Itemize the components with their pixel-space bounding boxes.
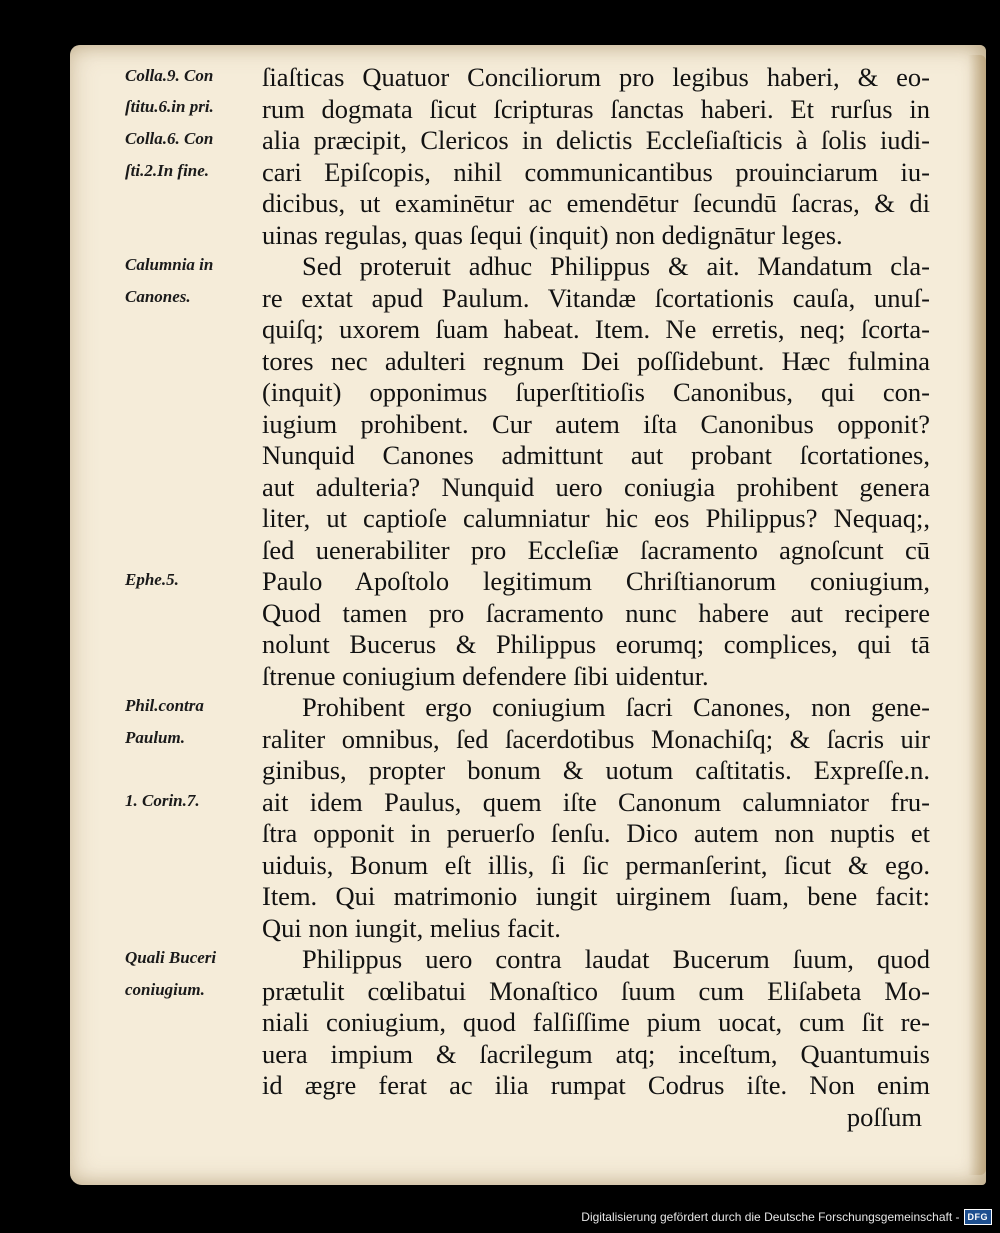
body-text (262, 62, 930, 1133)
text-line: Prohibent ergo coniugium ſacri Canones, non gene- (302, 692, 930, 722)
text-line: (inquit) opponimus ſuperſtitioſis Canonibus, qui con- (262, 377, 930, 407)
text-line: aut adulteria? Nunquid uero coniugia prohibent genera (262, 471, 930, 502)
dfg-logo: DFG (964, 1209, 993, 1225)
margin-note-line: 1. Corin.7. (125, 791, 200, 810)
text-line: tores nec adulteri regnum Dei poſſidebunt. Hæc fulmina (262, 345, 930, 376)
text-line: cari Epiſcopis, nihil communicantibus prouinciarum iu- (262, 156, 930, 187)
text-line: ginibus, propter bonum & uotum caſtitatis. Expreſſe.n. (262, 755, 930, 785)
text-line: ſtra opponit in peruerſo ſenſu. Dico autem non nuptis et (262, 818, 930, 848)
text-line: nolunt Bucerus & Philippus eorumq; complices, qui tā (262, 629, 930, 659)
margin-note-line: ſtitu.6.in pri. (125, 97, 214, 116)
margin-note-line: Quali Buceri (125, 948, 217, 967)
margin-note-line: Colla.9. Con (125, 66, 214, 85)
margin-note-line: Calumnia in (125, 255, 214, 274)
text-line: raliter omnibus, ſed ſacerdotibus Monachiſq; & ſacris uir (262, 723, 930, 754)
text-line: ſtrenue coniugium defendere ſibi uidentur. (262, 660, 709, 691)
text-line: iugium prohibent. Cur autem iſta Canonibus opponit? (262, 408, 930, 439)
margin-note-line: Canones. (125, 287, 191, 306)
text-line: niali coniugium, quod falſiſſime pium uocat, cum ſit re- (262, 1007, 930, 1037)
text-line: re extat apud Paulum. Vitandæ ſcortationis cauſa, unuſ- (262, 282, 930, 313)
margin-note-line: coniugium. (125, 980, 205, 999)
margin-note-line: ſti.2.In fine. (125, 161, 210, 180)
credit-text: Digitalisierung gefördert durch die Deutsche Forschungsgemeinschaft - (581, 1210, 960, 1224)
text-line: Philippus uero contra laudat Bucerum ſuum, quod (302, 944, 930, 974)
text-line: alia præcipit, Clericos in delictis Eccleſiaſticis à ſolis iudi- (262, 125, 930, 155)
text-line: rum dogmata ſicut ſcripturas ſanctas haberi. Et rurſus in (262, 93, 930, 124)
margin-note-line: Paulum. (125, 728, 185, 747)
text-line: uiduis, Bonum eſt illis, ſi ſic permanſerint, ſicut & ego. (262, 849, 930, 880)
text-line: ait idem Paulus, quem iſte Canonum calumniator fru- (262, 786, 930, 817)
text-line: Qui non iungit, melius facit. (262, 912, 561, 943)
margin-note-line: Colla.6. Con (125, 129, 214, 148)
text-line: quiſq; uxorem ſuam habeat. Item. Ne erretis, neq; ſcorta- (262, 314, 930, 344)
text-line: uinas regulas, quas ſequi (inquit) non dedignātur leges. (262, 219, 843, 250)
margin-note-line: Ephe.5. (125, 570, 179, 589)
text-line: Nunquid Canones admittunt aut probant ſcortationes, (262, 440, 930, 470)
catchword: poſſum (846, 1101, 922, 1132)
text-line: Sed proteruit adhuc Philippus & ait. Mandatum cla- (302, 251, 930, 281)
text-line: Item. Qui matrimonio iungit uirginem ſuam, bene facit: (262, 881, 930, 911)
text-line: dicibus, ut examinētur ac emendētur ſecundū ſacras, & di (262, 188, 930, 218)
text-line: ſed uenerabiliter pro Eccleſiæ ſacramento agnoſcunt cū (262, 534, 930, 565)
text-line: prætulit cœlibatui Monaſtico ſuum cum Eliſabeta Mo- (262, 975, 930, 1006)
text-line: id ægre ferat ac ilia rumpat Codrus iſte. Non enim (262, 1070, 930, 1100)
text-line: ſiaſticas Quatuor Conciliorum pro legibus haberi, & eo- (262, 62, 930, 92)
text-line: liter, ut captioſe calumniatur hic eos Philippus? Nequaq;, (262, 503, 930, 533)
margin-note-line: Phil.contra (125, 696, 204, 715)
text-line: Paulo Apoſtolo legitimum Chriſtianorum coniugium, (262, 566, 930, 596)
digitization-credit (581, 1209, 992, 1225)
text-line: uera impium & ſacrilegum atq; inceſtum, Quantumuis (262, 1038, 930, 1069)
text-line: Quod tamen pro ſacramento nunc habere aut recipere (262, 597, 930, 628)
